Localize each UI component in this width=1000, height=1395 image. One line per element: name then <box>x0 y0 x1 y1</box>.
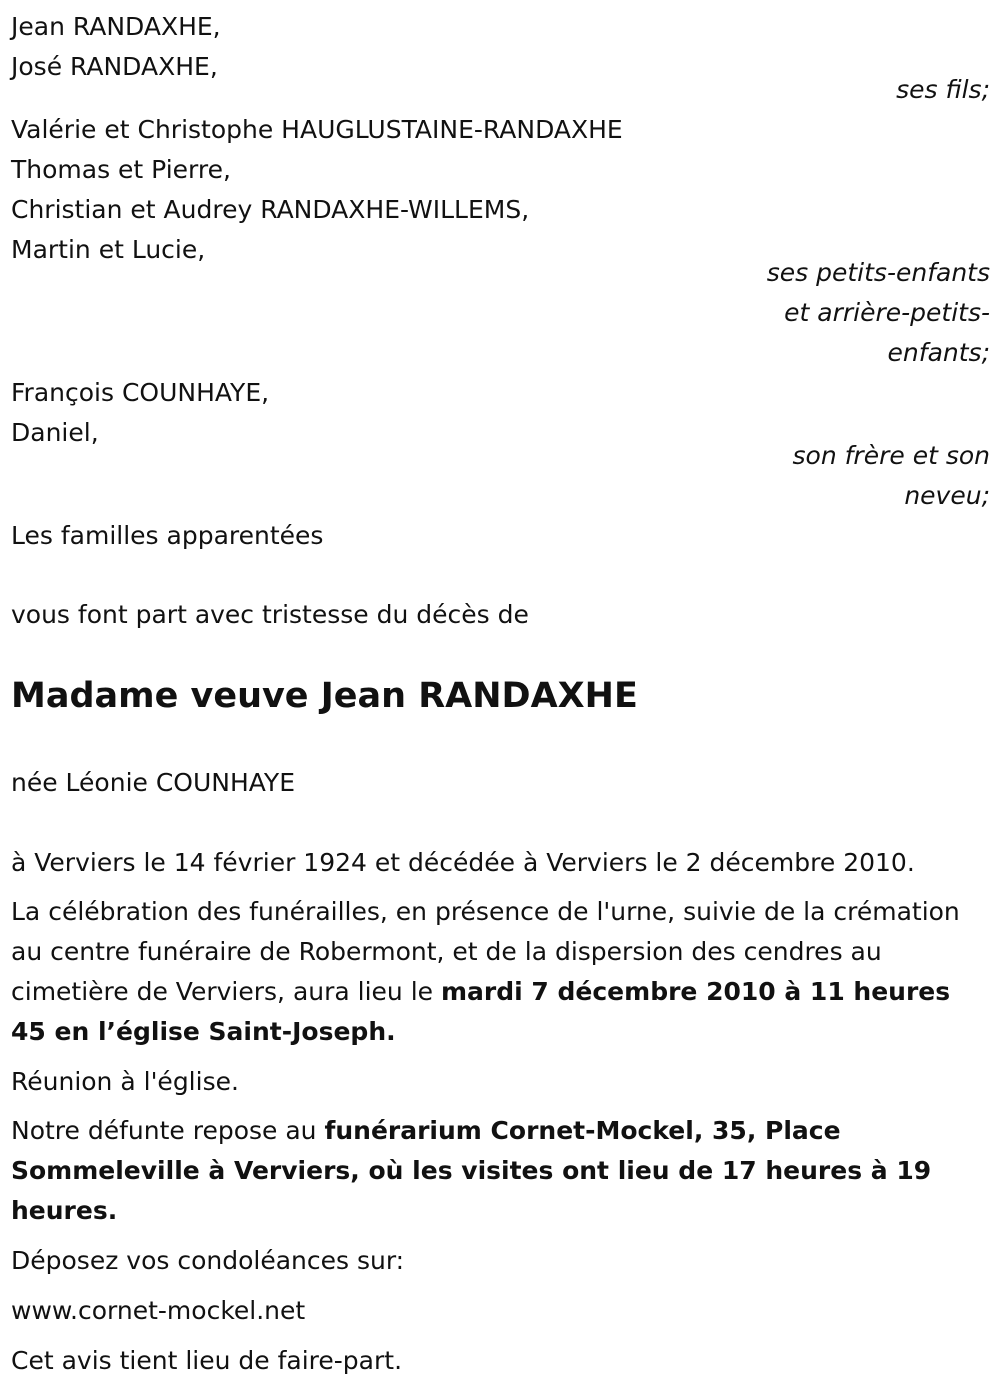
condolences-prompt: Déposez vos condoléances sur: <box>11 1246 405 1275</box>
rest-text: Notre défunte repose au <box>11 1116 325 1145</box>
birth-death-dates: à Verviers le 14 février 1924 et décédée à Verviers le 2 décembre 2010. <box>11 848 915 877</box>
sons-label: ses fils; <box>896 75 990 104</box>
ceremony-paragraph <box>11 892 986 1052</box>
grandchildren-label-line-3: enfants; <box>887 338 990 367</box>
birth-name: née Léonie COUNHAYE <box>11 768 295 797</box>
ceremony-datetime-place: mardi 7 décembre 2010 à 11 heures 45 en l’église Saint-Joseph. <box>11 977 951 1046</box>
deceased-name: Madame veuve Jean RANDAXHE <box>11 676 638 716</box>
brother-name: François COUNHAYE, <box>11 378 270 407</box>
son-name-2: José RANDAXHE, <box>11 52 218 81</box>
ceremony-text: La célébration des funérailles, en présence de l'urne, suivie de la crémation au centre funéraire de Robermont, et de la dispersion des cendres au cimetière de Verviers, aura lieu le <box>11 897 960 1006</box>
rest-paragraph <box>11 1111 986 1231</box>
condolences-website: www.cornet-mockel.net <box>11 1296 306 1325</box>
grandchildren-label-line-1: ses petits-enfants <box>766 258 990 287</box>
grandchild-name-3: Christian et Audrey RANDAXHE-WILLEMS, <box>11 195 530 224</box>
brother-label-line-1: son frère et son <box>792 441 990 470</box>
grandchild-name-1: Valérie et Christophe HAUGLUSTAINE-RANDAXHE <box>11 115 623 144</box>
announcement-text: vous font part avec tristesse du décès de <box>11 600 529 629</box>
nephew-name: Daniel, <box>11 418 99 447</box>
grandchild-name-2: Thomas et Pierre, <box>11 155 231 184</box>
related-families: Les familles apparentées <box>11 521 324 550</box>
meeting-note: Réunion à l'église. <box>11 1067 239 1096</box>
grandchild-name-4: Martin et Lucie, <box>11 235 206 264</box>
son-name-1: Jean RANDAXHE, <box>11 12 221 41</box>
funeral-home-details: funérarium Cornet-Mockel, 35, Place Sommeleville à Verviers, où les visites ont lieu de 17 heures à 19 heures. <box>11 1116 932 1225</box>
brother-label-line-2: neveu; <box>904 481 990 510</box>
grandchildren-label-line-2: et arrière-petits- <box>784 298 990 327</box>
notice-text: Cet avis tient lieu de faire-part. <box>11 1346 403 1375</box>
